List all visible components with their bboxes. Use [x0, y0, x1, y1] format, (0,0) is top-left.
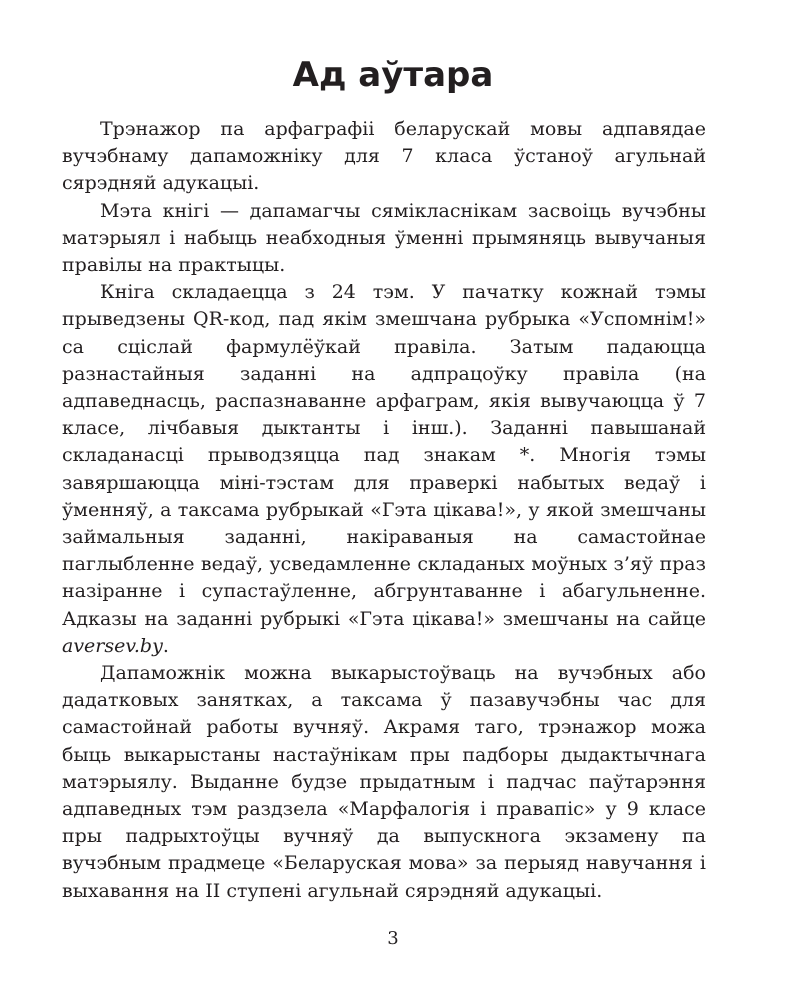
paragraph: [62, 198, 706, 280]
website-link[interactable]: aversev.by: [62, 634, 163, 657]
paragraph-tail: .: [162, 634, 169, 657]
page-number: 3: [387, 928, 399, 949]
paragraph-text: Трэнажор па арфаграфіі беларускай мовы адпавядае вучэбнаму дапаможніку для 7 класа ўстаноў агульнай сярэдняй адукацыі.: [62, 118, 706, 195]
paragraph: [62, 279, 706, 660]
page-title: Ад аўтара: [292, 55, 494, 95]
paragraph-text: Мэта кнігі — дапамагчы сямікласнікам засвоіць вучэбны матэрыял і набыць неабходныя ўменні прымяняць вывучаныя правілы на практыцы.: [62, 199, 706, 277]
paragraph-text: Кніга складаецца з 24 тэм. У пачатку кожнай тэмы прыведзены QR-код, пад якім змешчана рубрыка «Успомнім!» са сціслай фармулёўкай правіла. Затым падаюцца разнастайныя заданні на адпрацоўку правіла (на адпаведнасць, распазнаванне арфаграм, якія вывучаюцца ў 7 класе, лічбавыя дыктанты і інш.). Заданні павышанай складанасці прыводзяцца пад знакам *. Многія тэмы завяршаюцца міні-тэстам для праверкі набытых ведаў і ўменняў, а таксама рубрыкай «Гэта цікава!», у якой змешчаны займальныя заданні, накіраваныя на самастойнае паглыбленне ведаў, усведамленне складаных моўных з’яў праз назіранне і супастаўленне, абгрунтаванне і абагульненне. Адказы на заданні рубрыкі «Гэта цікава!» змешчаны на сайце: [62, 281, 706, 630]
paragraph: [62, 116, 706, 198]
paragraph-text: Дапаможнік можна выкарыстоўваць на вучэбных або дадатковых занятках, а таксама ў пазавучэбны час для самастойнай работы вучняў. Акрамя таго, трэнажор можа быць выкарыстаны настаўнікам пры падборы дыдактычнага матэрыялу. Выданне будзе прыдатным і падчас паўтарэння адпаведных тэм раздзела «Марфалогія і правапіс» у 9 класе пры падрыхтоўцы вучняў да выпускнога экзамену па вучэбным прадмеце «Беларуская мова» за перыяд навучання і выхавання на II ступені агульнай сярэдняй адукацыі.: [62, 662, 706, 902]
paragraph: [62, 660, 706, 905]
body-text: [62, 116, 706, 905]
